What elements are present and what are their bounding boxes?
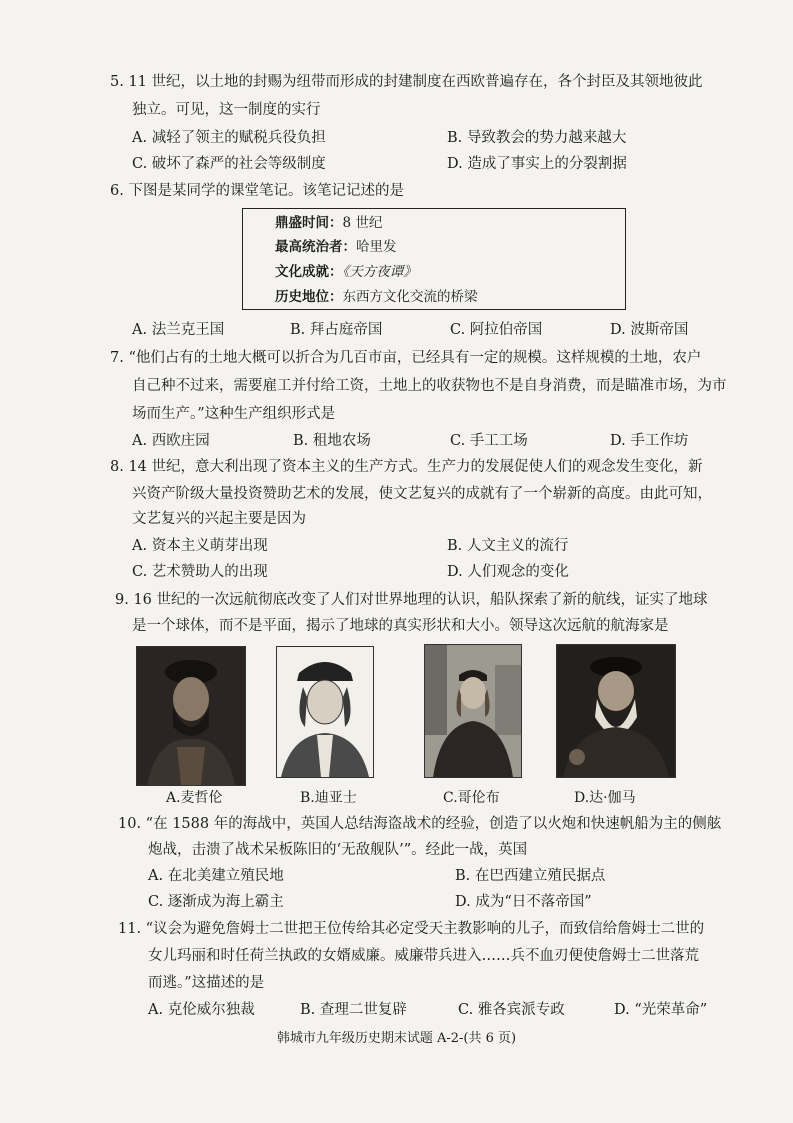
q7-stem-line3: 场而生产。”这种生产组织形式是	[132, 406, 336, 422]
page-footer: 韩城市九年级历史期末试题 A-2-(共 6 页)	[276, 1031, 517, 1046]
portrait-magellan	[136, 646, 246, 786]
note-line-4: 历史地位：东西方文化交流的桥梁	[275, 289, 478, 305]
q6-option-d: D. 波斯帝国	[610, 322, 689, 338]
class-note-box	[242, 208, 626, 310]
q6-option-b: B. 拜占庭帝国	[290, 322, 383, 338]
portrait-dias	[276, 646, 374, 778]
q7-option-c: C. 手工工场	[450, 433, 528, 449]
q7-stem-line1: 7. “他们占有的土地大概可以折合为几百市亩，已经具有一定的规模。这样规模的土地，农户	[110, 350, 702, 366]
note-line-3: 文化成就：《天方夜谭》	[275, 264, 417, 280]
q8-stem-line1: 8. 14 世纪，意大利出现了资本主义的生产方式。生产力的发展促使人们的观念发生变化，新	[110, 459, 703, 475]
portrait-caption-b: B.迪亚士	[300, 790, 357, 806]
q10-option-c: C. 逐渐成为海上霸主	[148, 894, 284, 910]
q11-option-b: B. 查理二世复辟	[300, 1002, 407, 1018]
q5-stem-line2: 独立。可见，这一制度的实行	[132, 102, 321, 118]
q5-stem-line1: 5. 11 世纪，以土地的封赐为纽带而形成的封建制度在西欧普遍存在，各个封臣及其领地彼此	[110, 74, 703, 90]
q5-option-a: A. 减轻了领主的赋税兵役负担	[132, 130, 326, 146]
q8-stem-line2: 兴资产阶级大量投资赞助艺术的发展，使文艺复兴的成就有了一个崭新的高度。由此可知，	[132, 486, 712, 502]
portrait-caption-a: A.麦哲伦	[166, 790, 223, 806]
q8-option-b: B. 人文主义的流行	[447, 538, 569, 554]
q7-option-b: B. 租地农场	[293, 433, 371, 449]
q8-option-d: D. 人们观念的变化	[447, 564, 569, 580]
note-line-2: 最高统治者：哈里发	[275, 239, 397, 255]
q11-stem-line3: 而逃。”这描述的是	[148, 975, 265, 991]
q11-option-a: A. 克伦威尔独裁	[148, 1002, 255, 1018]
q10-stem-line2: 炮战，击溃了战术呆板陈旧的‘无敌舰队’”。经此一战，英国	[148, 842, 528, 858]
q5-option-c: C. 破坏了森严的社会等级制度	[132, 156, 326, 172]
q5-option-d: D. 造成了事实上的分裂割据	[447, 156, 627, 172]
q7-option-a: A. 西欧庄园	[132, 433, 210, 449]
q7-option-d: D. 手工作坊	[610, 433, 689, 449]
q10-option-b: B. 在巴西建立殖民据点	[455, 868, 606, 884]
q9-stem-line2: 是一个球体，而不是平面，揭示了地球的真实形状和大小。领导这次远航的航海家是	[132, 618, 669, 634]
portrait-caption-c: C.哥伦布	[443, 790, 500, 806]
q10-stem-line1: 10. “在 1588 年的海战中，英国人总结海盗战术的经验，创造了以火炮和快速帆船为主的侧舷	[118, 816, 722, 832]
q11-option-c: C. 雅各宾派专政	[458, 1002, 565, 1018]
q6-stem: 6. 下图是某同学的课堂笔记。该笔记记述的是	[110, 183, 404, 199]
q8-stem-line3: 文艺复兴的兴起主要是因为	[132, 511, 306, 527]
q7-stem-line2: 自己种不过来，需要雇工并付给工资，土地上的收获物也不是自身消费，而是瞄准市场，为市	[132, 378, 727, 394]
q10-option-d: D. 成为“日不落帝国”	[455, 894, 592, 910]
portrait-da-gama	[556, 644, 676, 778]
q11-option-d: D. “光荣革命”	[614, 1002, 708, 1018]
q6-option-a: A. 法兰克王国	[132, 322, 225, 338]
q10-option-a: A. 在北美建立殖民地	[148, 868, 284, 884]
portrait-columbus	[424, 644, 522, 778]
q6-option-c: C. 阿拉伯帝国	[450, 322, 543, 338]
q5-option-b: B. 导致教会的势力越来越大	[447, 130, 627, 146]
q8-option-a: A. 资本主义萌芽出现	[132, 538, 268, 554]
q8-option-c: C. 艺术赞助人的出现	[132, 564, 268, 580]
portrait-caption-d: D.达·伽马	[574, 790, 636, 806]
q11-stem-line1: 11. “议会为避免詹姆士二世把王位传给其必定受天主教影响的儿子，而致信给詹姆士二世的	[118, 921, 705, 937]
q11-stem-line2: 女儿玛丽和时任荷兰执政的女婿威廉。威廉带兵进入……兵不血刃便使詹姆士二世落荒	[148, 948, 699, 964]
note-line-1: 鼎盛时间：8 世纪	[275, 215, 383, 231]
q9-stem-line1: 9. 16 世纪的一次远航彻底改变了人们对世界地理的认识，船队探索了新的航线，证实了地球	[115, 592, 708, 608]
